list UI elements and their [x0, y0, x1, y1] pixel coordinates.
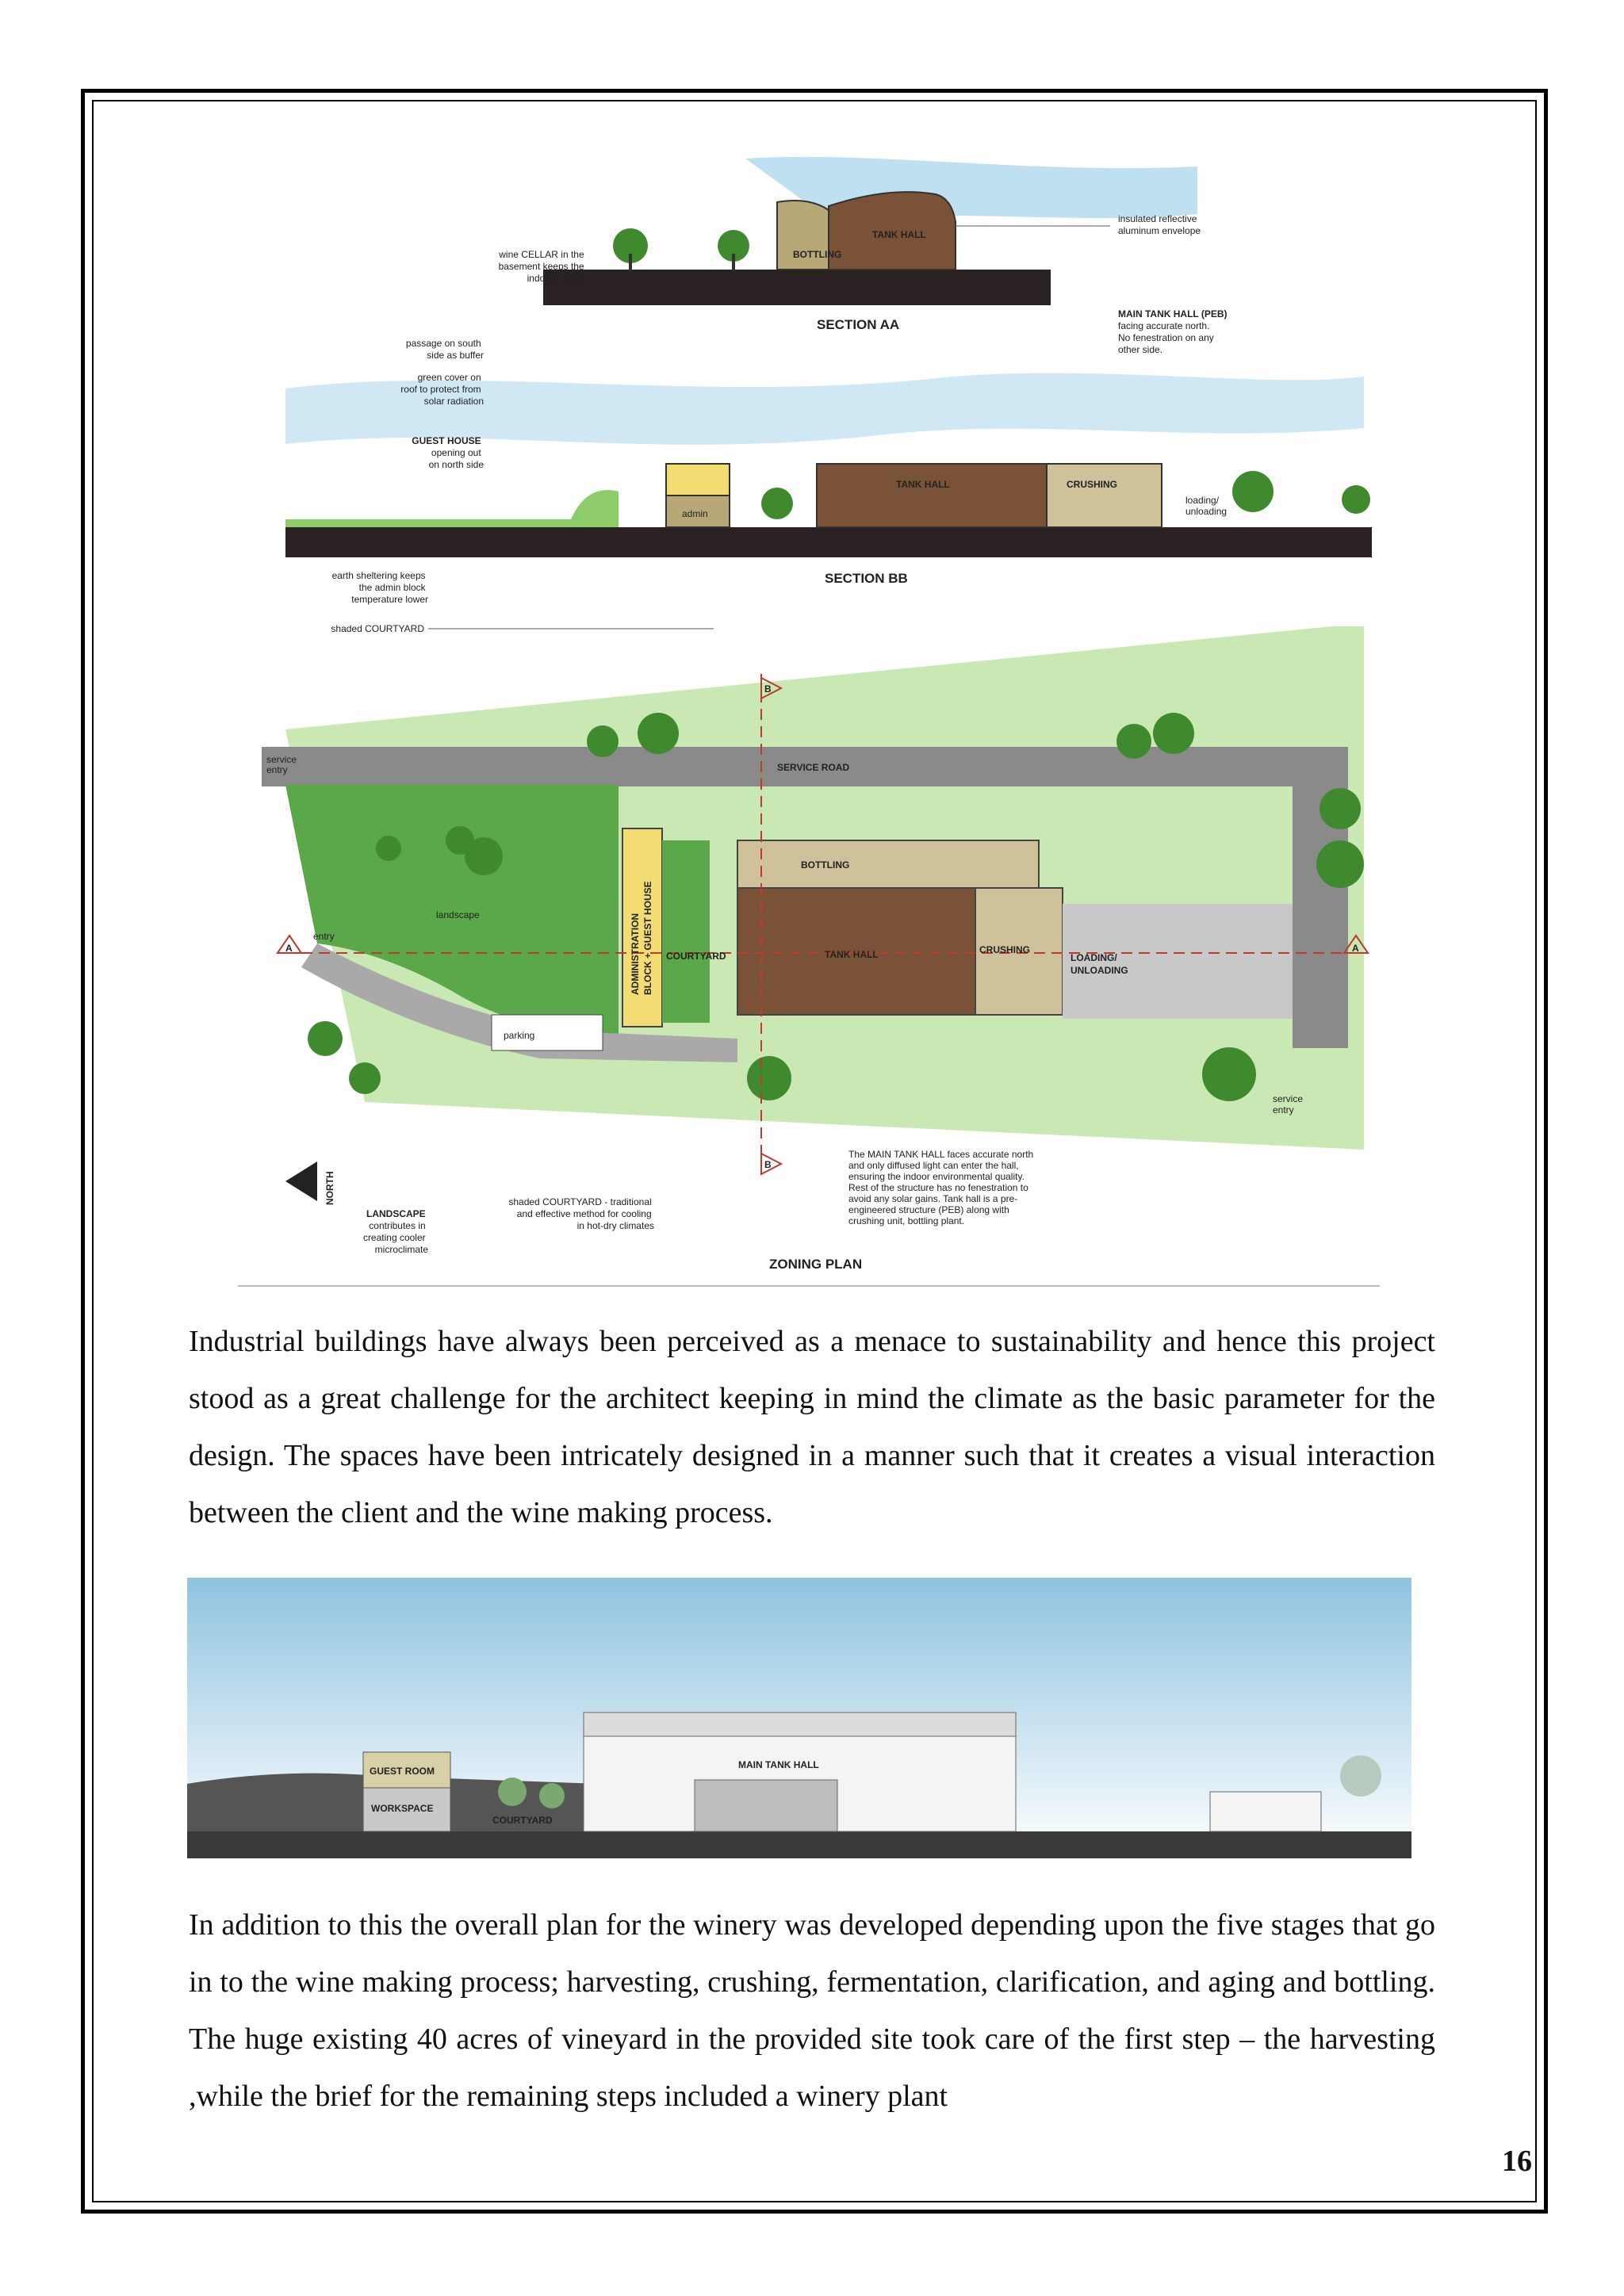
zoning-figure — [238, 151, 1388, 1292]
tree-icon — [465, 837, 503, 875]
ground-bb — [285, 527, 1372, 557]
tank-hall-label: TANK HALL — [825, 949, 879, 960]
service-entry-bottom-label: service entry — [1273, 1093, 1304, 1115]
guest-house-note: GUEST HOUSE opening out on north side — [412, 435, 484, 470]
admin-block-label: ADMINISTRATION BLOCK + GUEST HOUSE — [630, 881, 653, 995]
tree-trunk — [629, 254, 632, 271]
tree-icon — [761, 488, 793, 519]
workspace-label: WORKSPACE — [371, 1803, 434, 1814]
crushing-label: CRUSHING — [979, 944, 1031, 955]
elevation-figure — [187, 1578, 1411, 1858]
service-entry-top-label: service entry — [266, 754, 297, 775]
courtyard-area — [662, 840, 710, 1023]
marker-a-right-label: A — [1352, 943, 1359, 954]
zoning-plan-title: ZONING PLAN — [769, 1257, 863, 1272]
courtyard-note: shaded COURTYARD - traditional and effective method for cooling in hot-dry climates — [508, 1196, 654, 1231]
tree-icon — [1342, 485, 1370, 514]
ground-aa — [543, 270, 1051, 305]
main-tank-hall-note: MAIN TANK HALL (PEB) facing accurate north. No fenestration on any other side. — [1118, 308, 1228, 355]
guest-house-volume — [666, 464, 730, 496]
service-road-label: SERVICE ROAD — [777, 762, 850, 773]
palm-tree-icon — [539, 1783, 565, 1808]
bottling-label: BOTTLING — [801, 859, 850, 871]
tree-icon — [308, 1021, 343, 1056]
main-tank-hall-label: MAIN TANK HALL — [738, 1759, 819, 1770]
loading-label-bb: loading/ unloading — [1185, 495, 1228, 517]
tree-icon — [1340, 1755, 1381, 1797]
courtyard-label: COURTYARD — [666, 951, 726, 962]
section-aa — [498, 157, 1201, 332]
tree-icon — [1153, 713, 1194, 754]
tree-trunk — [732, 254, 735, 271]
marker-a-left-label: A — [285, 943, 293, 954]
tank-hall-note: The MAIN TANK HALL faces accurate north and only diffused light can enter the hall, ensuring the indoor environmental quality. Rest of the structure has no fenestration to avoid any solar gains. Tank hall is a pre- engineered structure (PEB) along with crushing unit, bottling plant. — [848, 1149, 1034, 1226]
admin-label: admin — [682, 508, 708, 519]
crushing-label-bb: CRUSHING — [1067, 479, 1118, 490]
envelope-label: insulated reflective aluminum envelope — [1118, 213, 1201, 236]
ground — [187, 1831, 1411, 1858]
tank-hall-label-bb: TANK HALL — [896, 479, 950, 490]
courtyard-label: COURTYARD — [492, 1815, 553, 1826]
tanks — [695, 1780, 837, 1831]
landscape-note: LANDSCAPE contributes in creating cooler microclimate — [362, 1208, 428, 1255]
guest-room-label: GUEST ROOM — [370, 1766, 435, 1777]
zoning-figure-svg — [238, 151, 1388, 1292]
marker-b-bottom-label: B — [764, 1159, 772, 1170]
tank-hall-roof — [584, 1712, 1016, 1736]
shaded-courtyard-label: shaded COURTYARD — [331, 623, 424, 634]
zoning-plan — [238, 626, 1380, 1286]
north-arrow-icon — [285, 1161, 317, 1201]
cellar-label: wine CELLAR in the basement keeps the indoors cooler — [498, 249, 587, 284]
tree-icon — [1320, 788, 1361, 829]
parking-label: parking — [504, 1030, 535, 1041]
earth-mound — [285, 490, 619, 527]
entry-label: entry — [313, 931, 335, 942]
crushing-volume — [1047, 464, 1162, 527]
tree-icon — [1232, 471, 1274, 512]
tree-icon — [638, 713, 679, 754]
section-bb-title: SECTION BB — [825, 571, 908, 586]
bottling-label-aa: BOTTLING — [793, 249, 842, 260]
earth-sheltering-label: earth sheltering keeps the admin block temperature lower — [331, 570, 428, 605]
tree-icon — [747, 1056, 791, 1100]
tree-icon — [376, 836, 401, 861]
section-aa-title: SECTION AA — [817, 317, 900, 332]
tree-icon — [587, 725, 619, 757]
tank-hall-volume-bb — [817, 464, 1047, 527]
landscape-label: landscape — [436, 909, 480, 920]
elevation-figure-svg — [187, 1578, 1411, 1858]
bottling-block — [737, 840, 1039, 888]
tree-icon — [1202, 1047, 1256, 1101]
tree-icon — [1316, 840, 1364, 888]
north-label: NORTH — [324, 1171, 335, 1205]
marker-b-top-label: B — [764, 683, 772, 695]
passage-label: passage on south side as buffer — [405, 338, 484, 361]
tree-icon — [349, 1062, 381, 1094]
page-number: 16 — [1502, 2145, 1532, 2178]
green-cover-label: green cover on roof to protect from solar radiation — [400, 372, 484, 407]
service-building — [1210, 1792, 1321, 1831]
palm-tree-icon — [498, 1777, 527, 1806]
paragraph-1: Industrial buildings have always been perceived as a menace to sustainability and hence this project stood as a great challenge for the architect keeping in mind the climate as the basic parameter for the design. The spaces have been intricately designed in a manner such that it creates a visual interaction between the client and the wine making process. — [189, 1325, 1435, 1529]
section-bb — [285, 308, 1372, 634]
tank-hall-label-aa: TANK HALL — [872, 229, 926, 240]
paragraph-2: In addition to this the overall plan for the winery was developed depending upon the five stages that go in to the wine making process; harvesting, crushing, fermentation, clarification, and aging and bottling. The huge existing 40 acres of vineyard in the provided site took care of the first step – the harvesting ,while the brief for the remaining steps included a winery plant — [189, 1908, 1435, 2113]
loading-label: LOADING/ UNLOADING — [1071, 952, 1128, 976]
tree-icon — [1116, 724, 1151, 759]
